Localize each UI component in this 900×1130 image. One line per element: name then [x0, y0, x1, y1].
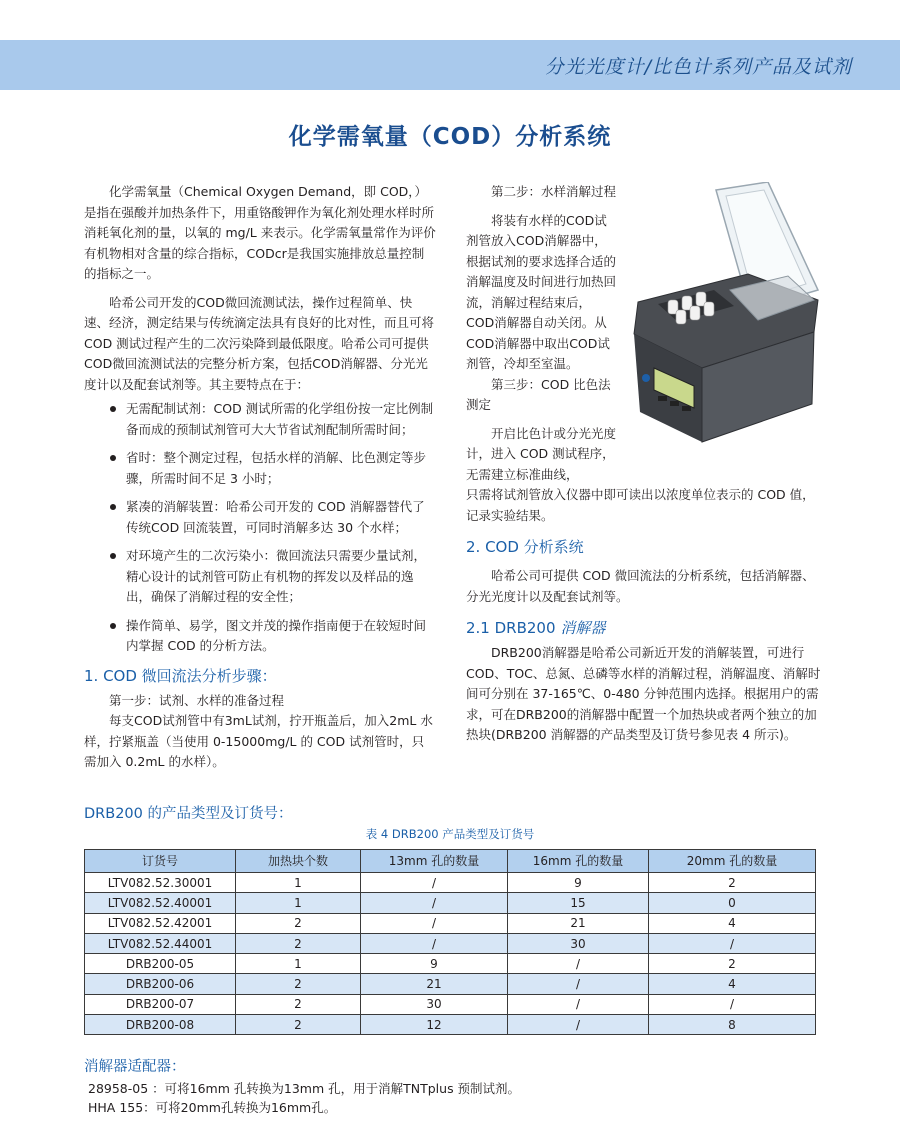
table-cell: 9	[361, 954, 508, 974]
feature-item	[84, 546, 436, 608]
step3-text-a: 开启比色计或分光光度计，进入 COD 测试程序，无需建立标准曲线，	[466, 425, 617, 482]
feature-list	[84, 399, 436, 657]
feature-item	[84, 399, 436, 440]
table-cell: LTV082.52.42001	[85, 913, 236, 933]
table-cell: DRB200-05	[85, 954, 236, 974]
method-paragraph: 哈希公司开发的COD微回流测试法，操作过程简单、快速、经济，测定结果与传统滴定法具有良好的比对性，而且可将 COD 测试过程产生的二次污染降到最低限度。哈希公司可提供COD微回流测试法的完整分析方案，包括COD消解器、分光光度计以及配套试剂等。其主要特点在于：	[84, 294, 435, 392]
bullet-icon	[110, 623, 116, 629]
feature-text: 无需配制试剂：COD 测试所需的化学组份按一定比例制备而成的预制试剂管可大大节省试剂配制所需时间；	[126, 401, 434, 437]
table-cell: /	[361, 913, 508, 933]
table-cell: DRB200-06	[85, 974, 236, 994]
table-cell: /	[508, 994, 649, 1014]
adapter-heading: 消解器适配器：	[84, 1059, 186, 1075]
table-cell: /	[361, 893, 508, 913]
table-heading: DRB200 的产品类型及订货号：	[84, 806, 293, 822]
table-cell: /	[508, 974, 649, 994]
step3-text-b: 只需将试剂管放入仪器中即可读出以浓度单位表示的 COD 值，记录实验结果。	[466, 487, 815, 523]
bullet-icon	[110, 406, 116, 412]
table-cell: 2	[236, 933, 361, 953]
table-cell: DRB200-07	[85, 994, 236, 1014]
cod-digester-image	[618, 182, 826, 450]
step3-title: 第三步：COD 比色法测定	[466, 376, 611, 412]
adapter-item: HHA 155：可将20mm孔转换为16mm孔。	[88, 1100, 337, 1115]
table-cell: 1	[236, 954, 361, 974]
column-header: 20mm 孔的数量	[649, 850, 816, 873]
column-header: 订货号	[85, 850, 236, 873]
table-cell: DRB200-08	[85, 1015, 236, 1035]
table-cell: /	[649, 933, 816, 953]
section-2-text: 哈希公司可提供 COD 微回流法的分析系统，包括消解器、分光光度计以及配套试剂等。	[466, 568, 815, 604]
table-cell: 2	[236, 1015, 361, 1035]
feature-text: 操作简单、易学，图文并茂的操作指南便于在较短时间内掌握 COD 的分析方法。	[126, 617, 427, 653]
column-header: 加热块个数	[236, 850, 361, 873]
left-column	[84, 182, 436, 773]
feature-item	[84, 497, 436, 538]
table-cell: LTV082.52.44001	[85, 933, 236, 953]
table-row	[85, 1015, 816, 1035]
table-cell: 4	[649, 974, 816, 994]
table-caption: 表 4 DRB200 产品类型及订货号	[365, 827, 535, 841]
section-2-1-text: DRB200消解器是哈希公司新近开发的消解装置，可进行COD、TOC、总氮、总磷等水样的消解过程，消解温度、消解时间可分别在 37-165℃、0-480 分钟范围内选择。根据用户的需求，可在DRB200的消解器中配置一个加热块或者两个独立的加热块(DRB200 消解器的产品类型及订货号参见表 4 所示)。	[466, 645, 821, 742]
feature-item	[84, 448, 436, 489]
table-cell: 21	[508, 913, 649, 933]
feature-item	[84, 616, 436, 657]
table-cell: 15	[508, 893, 649, 913]
table-cell: 9	[508, 873, 649, 893]
table-cell: /	[361, 873, 508, 893]
bullet-icon	[110, 553, 116, 559]
table-row	[85, 873, 816, 893]
table-cell: LTV082.52.30001	[85, 873, 236, 893]
step2-text: 将装有水样的COD试剂管放入COD消解器中，根据试剂的要求选择合适的消解温度及时间进行加热回流，消解过程结束后，COD消解器自动关闭。从COD消解器中取出COD试剂管，冷却至室温。	[466, 212, 617, 371]
table-cell: 21	[361, 974, 508, 994]
step2-title: 第二步：水样消解过程	[491, 184, 617, 199]
table-cell: 1	[236, 873, 361, 893]
table-row	[85, 893, 816, 913]
logo-icon	[642, 374, 650, 382]
table-cell: 4	[649, 913, 816, 933]
feature-text: 紧凑的消解装置：哈希公司开发的 COD 消解器替代了传统COD 回流装置，可同时消解多达 30 个水样；	[126, 499, 425, 535]
intro-paragraph: 化学需氧量（Chemical Oxygen Demand，即 COD，）是指在强酸并加热条件下，用重铬酸钾作为氧化剂处理水样时所消耗氧化剂的量，以氧的 mg/L 来表示。化学需氧量常作为评价有机物相对含量的综合指标，CODcr是我国实施排放总量控制的指标之一。	[84, 184, 436, 281]
column-header: 13mm 孔的数量	[361, 850, 508, 873]
feature-text: 对环境产生的二次污染小：微回流法只需要少量试剂，精心设计的试剂管可防止有机物的挥发以及样品的逸出，确保了消解过程的安全性；	[126, 548, 427, 604]
section-2-1-heading	[466, 617, 822, 639]
table-cell: /	[649, 994, 816, 1014]
feature-text: 省时：整个测定过程，包括水样的消解、比色测定等步骤，所需时间不足 3 小时；	[126, 450, 427, 486]
table-cell: 0	[649, 893, 816, 913]
table-cell: 1	[236, 893, 361, 913]
bullet-icon	[110, 455, 116, 461]
header-banner-text: 分光光度计/比色计系列产品及试剂	[544, 56, 852, 78]
table-row	[85, 933, 816, 953]
section-1-heading: 1. COD 微回流法分析步骤：	[84, 666, 277, 685]
step1-title: 第一步：试剂、水样的准备过程	[109, 692, 285, 708]
table-cell: 8	[649, 1015, 816, 1035]
table-cell: 2	[649, 873, 816, 893]
table-cell: 2	[649, 954, 816, 974]
table-cell: /	[508, 1015, 649, 1035]
table-row	[85, 954, 816, 974]
page-title: 化学需氧量（COD）分析系统	[288, 124, 612, 150]
section-2-heading: 2. COD 分析系统	[466, 538, 584, 556]
table-cell: 2	[236, 974, 361, 994]
table-cell: /	[361, 933, 508, 953]
table-cell: /	[508, 954, 649, 974]
product-table	[84, 849, 816, 1035]
table-cell: 30	[361, 994, 508, 1014]
table-cell: 2	[236, 913, 361, 933]
table-cell: 30	[508, 933, 649, 953]
table-cell: 2	[236, 994, 361, 1014]
table-row	[85, 913, 816, 933]
step1-text: 每支COD试剂管中有3mL试剂，拧开瓶盖后，加入2mL 水样，拧紧瓶盖（当使用 0-15000mg/L 的 COD 试剂管时，只需加入 0.2mL 的水样）。	[84, 713, 433, 769]
column-header: 16mm 孔的数量	[508, 850, 649, 873]
table-row	[85, 974, 816, 994]
table-header-row	[85, 850, 816, 873]
table-cell: LTV082.52.40001	[85, 893, 236, 913]
adapter-item: 28958-05 ：可将16mm 孔转换为13mm 孔，用于消解TNTplus 预制试剂。	[88, 1081, 521, 1096]
section-2-1-number: 2.1 DRB200	[466, 619, 556, 637]
table-row	[85, 994, 816, 1014]
table-cell: 12	[361, 1015, 508, 1035]
section-2-1-name: 消解器	[560, 619, 606, 637]
bullet-icon	[110, 504, 116, 510]
